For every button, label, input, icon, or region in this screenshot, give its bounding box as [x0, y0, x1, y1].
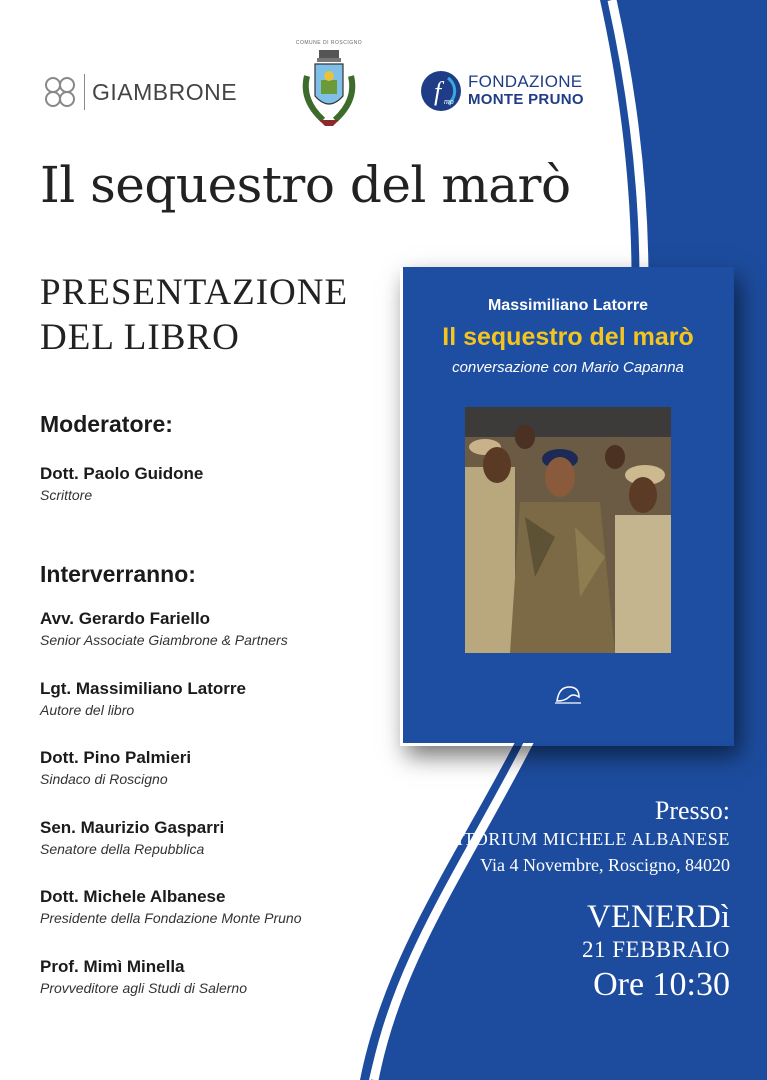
crest-icon [293, 40, 365, 138]
moderator-heading: Moderatore: [40, 411, 173, 437]
speaker-name: Sen. Maurizio Gasparri [40, 818, 225, 837]
moderator-role: Scrittore [40, 487, 93, 503]
event-time: Ore 10:30 [593, 966, 730, 1003]
poster-subtitle [40, 270, 380, 360]
speaker-role: Autore del libro [40, 702, 135, 718]
fondazione-mark-small: mp [444, 99, 454, 106]
book-subtitle: conversazione con Mario Capanna [452, 359, 684, 376]
fondazione-logo [420, 70, 584, 112]
speaker-name: Prof. Mimì Minella [40, 957, 185, 976]
venue-block [416, 796, 730, 878]
fondazione-mark-icon [420, 70, 462, 112]
venue-name: AUDITORIUM MICHELE ALBANESE [416, 829, 730, 849]
event-day: VENERDì [587, 899, 730, 935]
speaker-entry [40, 818, 224, 857]
book-cover-photo [465, 407, 671, 653]
venue-label: Presso: [654, 796, 730, 825]
speaker-entry [40, 957, 247, 996]
speaker-role: Presidente della Fondazione Monte Pruno [40, 910, 302, 926]
speaker-entry [40, 679, 246, 718]
giambrone-logo [42, 72, 237, 112]
date-block [582, 898, 730, 1006]
speaker-entry [40, 887, 302, 926]
subtitle-line2: DEL LIBRO [40, 317, 240, 358]
comune-label: COMUNE DI ROSCIGNO [295, 40, 363, 46]
fondazione-mark-letter: f [434, 77, 442, 106]
moderator-name: Dott. Paolo Guidone [40, 464, 204, 483]
speaker-name: Dott. Pino Palmieri [40, 748, 192, 767]
book-cover [403, 267, 733, 743]
speaker-name: Avv. Gerardo Fariello [40, 609, 211, 628]
speaker-name: Dott. Michele Albanese [40, 887, 226, 906]
speaker-entry [40, 609, 288, 648]
giambrone-knot-icon [42, 74, 78, 110]
poster-title: Il sequestro del marò [40, 156, 571, 214]
book-author: Massimiliano Latorre [487, 297, 649, 314]
venue-address: Via 4 Novembre, Roscigno, 84020 [480, 855, 730, 875]
subtitle-line1: PRESENTAZIONE [40, 272, 349, 313]
speaker-entry [40, 748, 191, 787]
logo-divider [84, 74, 85, 110]
speaker-role: Sindaco di Roscigno [40, 771, 168, 787]
event-date: 21 FEBBRAIO [582, 937, 730, 962]
fondazione-line2: MONTE PRUNO [468, 91, 584, 108]
speaker-role: Senatore della Repubblica [40, 841, 205, 857]
publisher-logo-icon [551, 679, 585, 707]
speaker-name: Lgt. Massimiliano Latorre [40, 679, 246, 698]
fondazione-line1: FONDAZIONE [468, 72, 583, 91]
speaker-role: Senior Associate Giambrone & Partners [40, 632, 288, 648]
moderator-entry [40, 464, 203, 503]
comune-crest [293, 40, 365, 138]
giambrone-wordmark: GIAMBRONE [92, 78, 238, 105]
speaker-role: Provveditore agli Studi di Salerno [40, 980, 248, 996]
speakers-heading: Interverranno: [40, 561, 196, 587]
book-title: Il sequestro del marò [442, 323, 694, 351]
